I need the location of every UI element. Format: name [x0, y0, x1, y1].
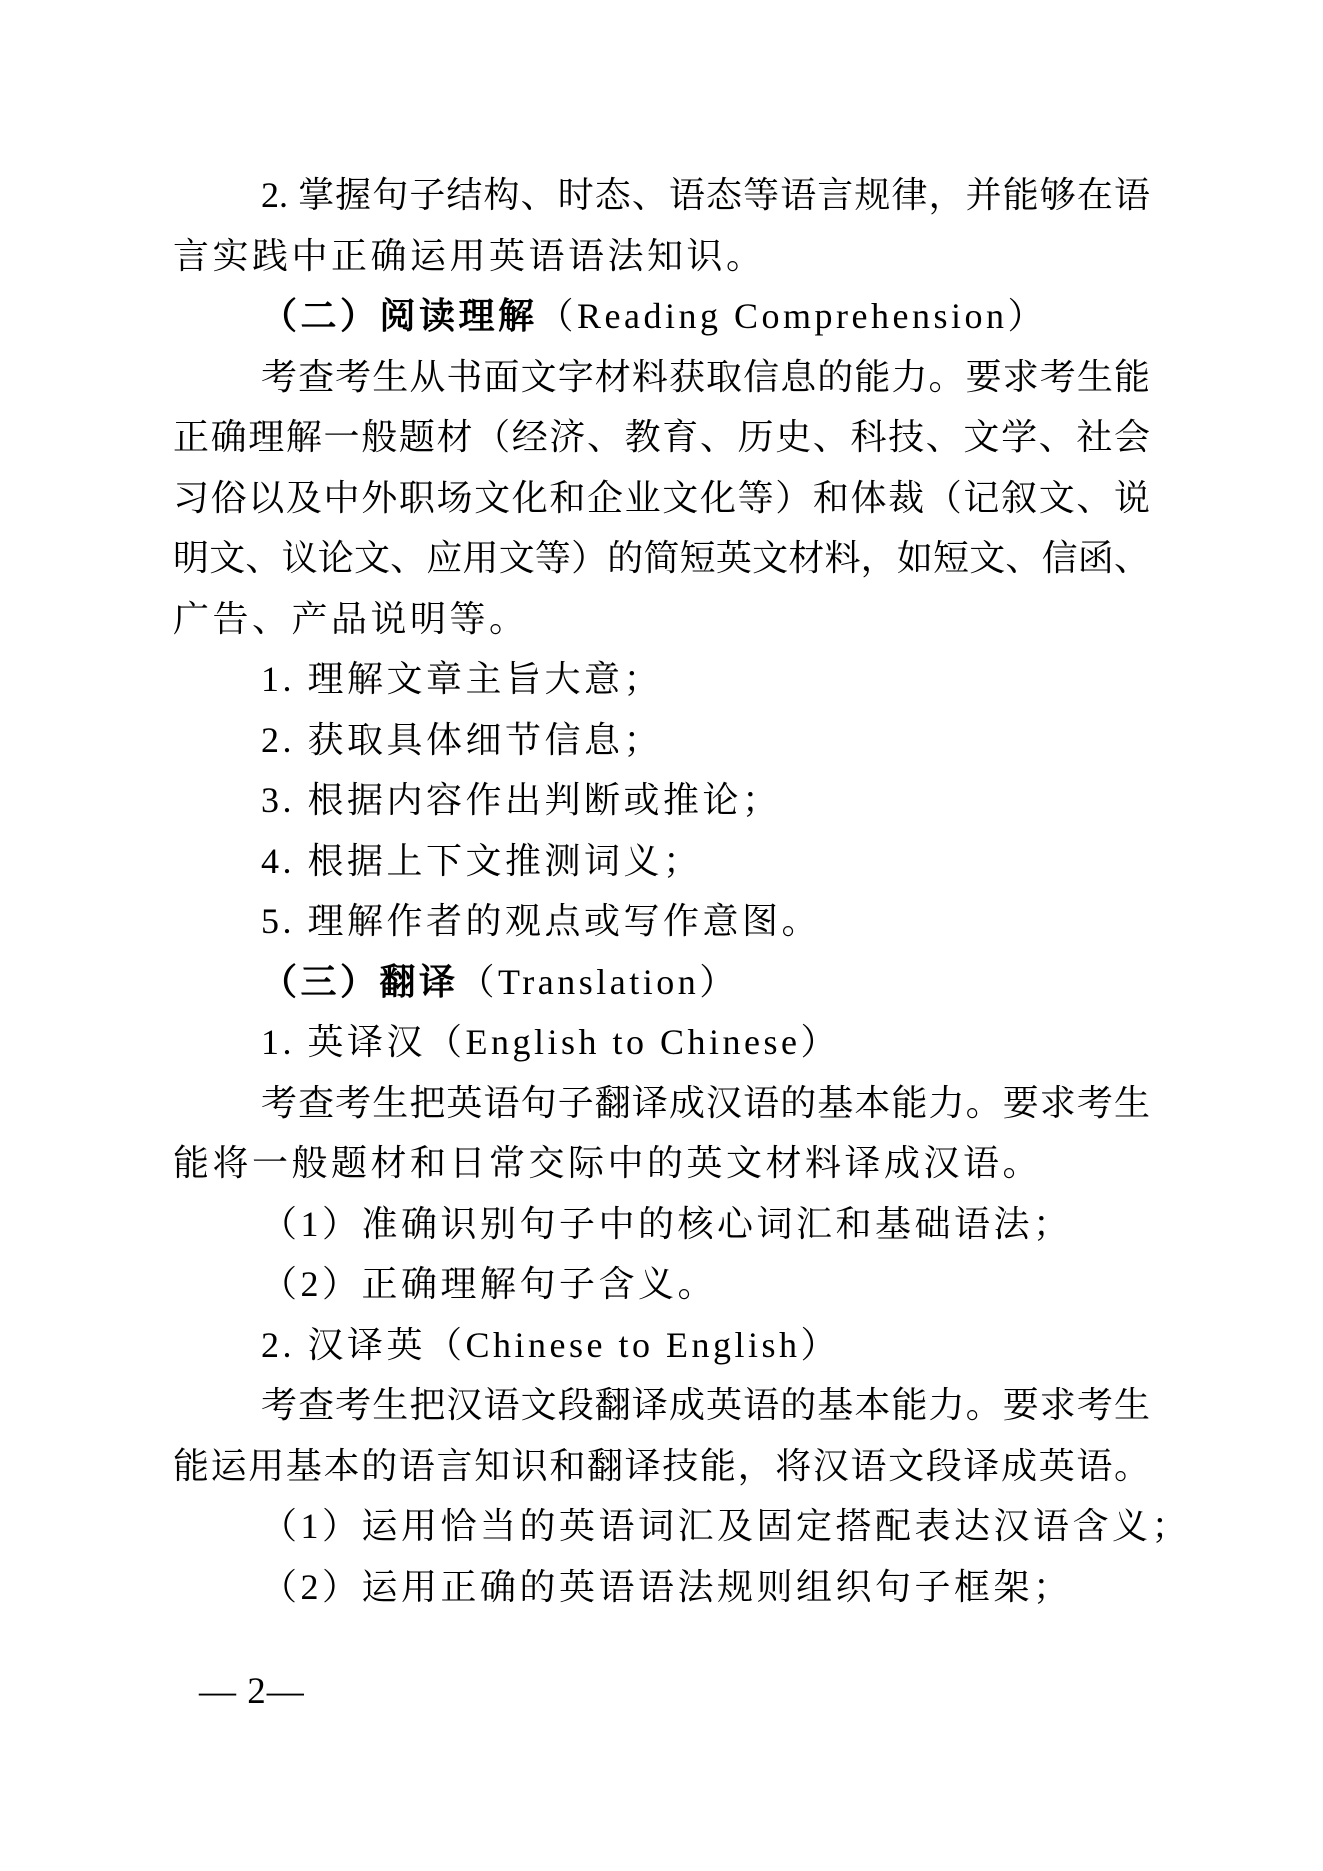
heading-chinese-label: （二）阅读理解 [261, 296, 538, 336]
document-body [173, 165, 1192, 1617]
subsection-heading: 2. 汉译英（Chinese to English） [261, 1324, 840, 1365]
list-item: （2）正确理解句子含义。 [261, 1264, 718, 1304]
page-number: — 2— [199, 1671, 305, 1712]
heading-english-label: （Reading Comprehension） [537, 296, 1047, 336]
paragraph-line: 言实践中正确运用英语语法知识。 [173, 235, 766, 276]
paragraph-line: 正确理解一般题材（经济、教育、历史、科技、文学、社会 [173, 417, 1150, 457]
heading-english-label: （Translation） [458, 961, 739, 1002]
paragraph-line: 考查考生从书面文字材料获取信息的能力。要求考生能 [261, 356, 1150, 397]
list-item: 4. 根据上下文推测词义； [261, 840, 703, 881]
section-heading-translation [173, 952, 1150, 1013]
paragraph-line: 考查考生把英语句子翻译成汉语的基本能力。要求考生 [261, 1082, 1150, 1123]
list-item: 3. 根据内容作出判断或推论； [261, 780, 782, 820]
paragraph-line: 能将一般题材和日常交际中的英文材料译成汉语。 [173, 1143, 1043, 1183]
list-item: （1）准确识别句子中的核心词汇和基础语法； [261, 1203, 1073, 1244]
subsection-heading: 1. 英译汉（English to Chinese） [261, 1022, 840, 1062]
heading-chinese-label: （三）翻译 [261, 961, 459, 1002]
paragraph-line: 习俗以及中外职场文化和企业文化等）和体裁（记叙文、说 [173, 477, 1150, 518]
list-item: （2）运用正确的英语语法规则组织句子框架； [261, 1566, 1073, 1607]
list-item: 5. 理解作者的观点或写作意图。 [261, 901, 822, 941]
section-heading-reading-comprehension [173, 286, 1150, 347]
list-item: 2. 获取具体细节信息； [261, 719, 664, 760]
paragraph-line: 能运用基本的语言知识和翻译技能，将汉语文段译成英语。 [173, 1445, 1150, 1486]
paragraph-line: 2. 掌握句子结构、时态、语态等语言规律，并能够在语 [261, 175, 1150, 215]
paragraph-line: 考查考生把汉语文段翻译成英语的基本能力。要求考生 [261, 1385, 1150, 1425]
paragraph-line: 明文、议论文、应用文等）的简短英文材料，如短文、信函、 [173, 538, 1150, 578]
paragraph-line: 广告、产品说明等。 [173, 598, 529, 639]
list-item: （1）运用恰当的英语词汇及固定搭配表达汉语含义； [261, 1506, 1192, 1546]
list-item: 1. 理解文章主旨大意； [261, 659, 664, 699]
